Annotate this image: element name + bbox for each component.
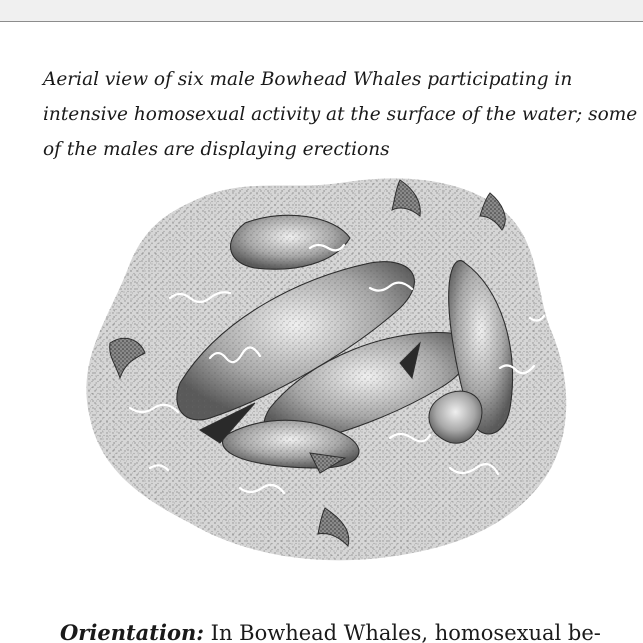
caption-line: intensive homosexual activity at the surface of the water; some bbox=[43, 104, 638, 125]
bowhead-whales-illustration bbox=[70, 168, 585, 570]
caption-line: of the males are displaying erections bbox=[43, 139, 390, 160]
paragraph-lead: Orientation: bbox=[60, 620, 204, 643]
figure-caption bbox=[43, 62, 638, 167]
body-paragraph bbox=[60, 618, 630, 643]
paragraph-text: In Bowhead Whales, homosexual be- bbox=[203, 621, 601, 643]
caption-line: Aerial view of six male Bowhead Whales participating in bbox=[43, 69, 573, 90]
viewer-top-bar bbox=[0, 0, 643, 22]
